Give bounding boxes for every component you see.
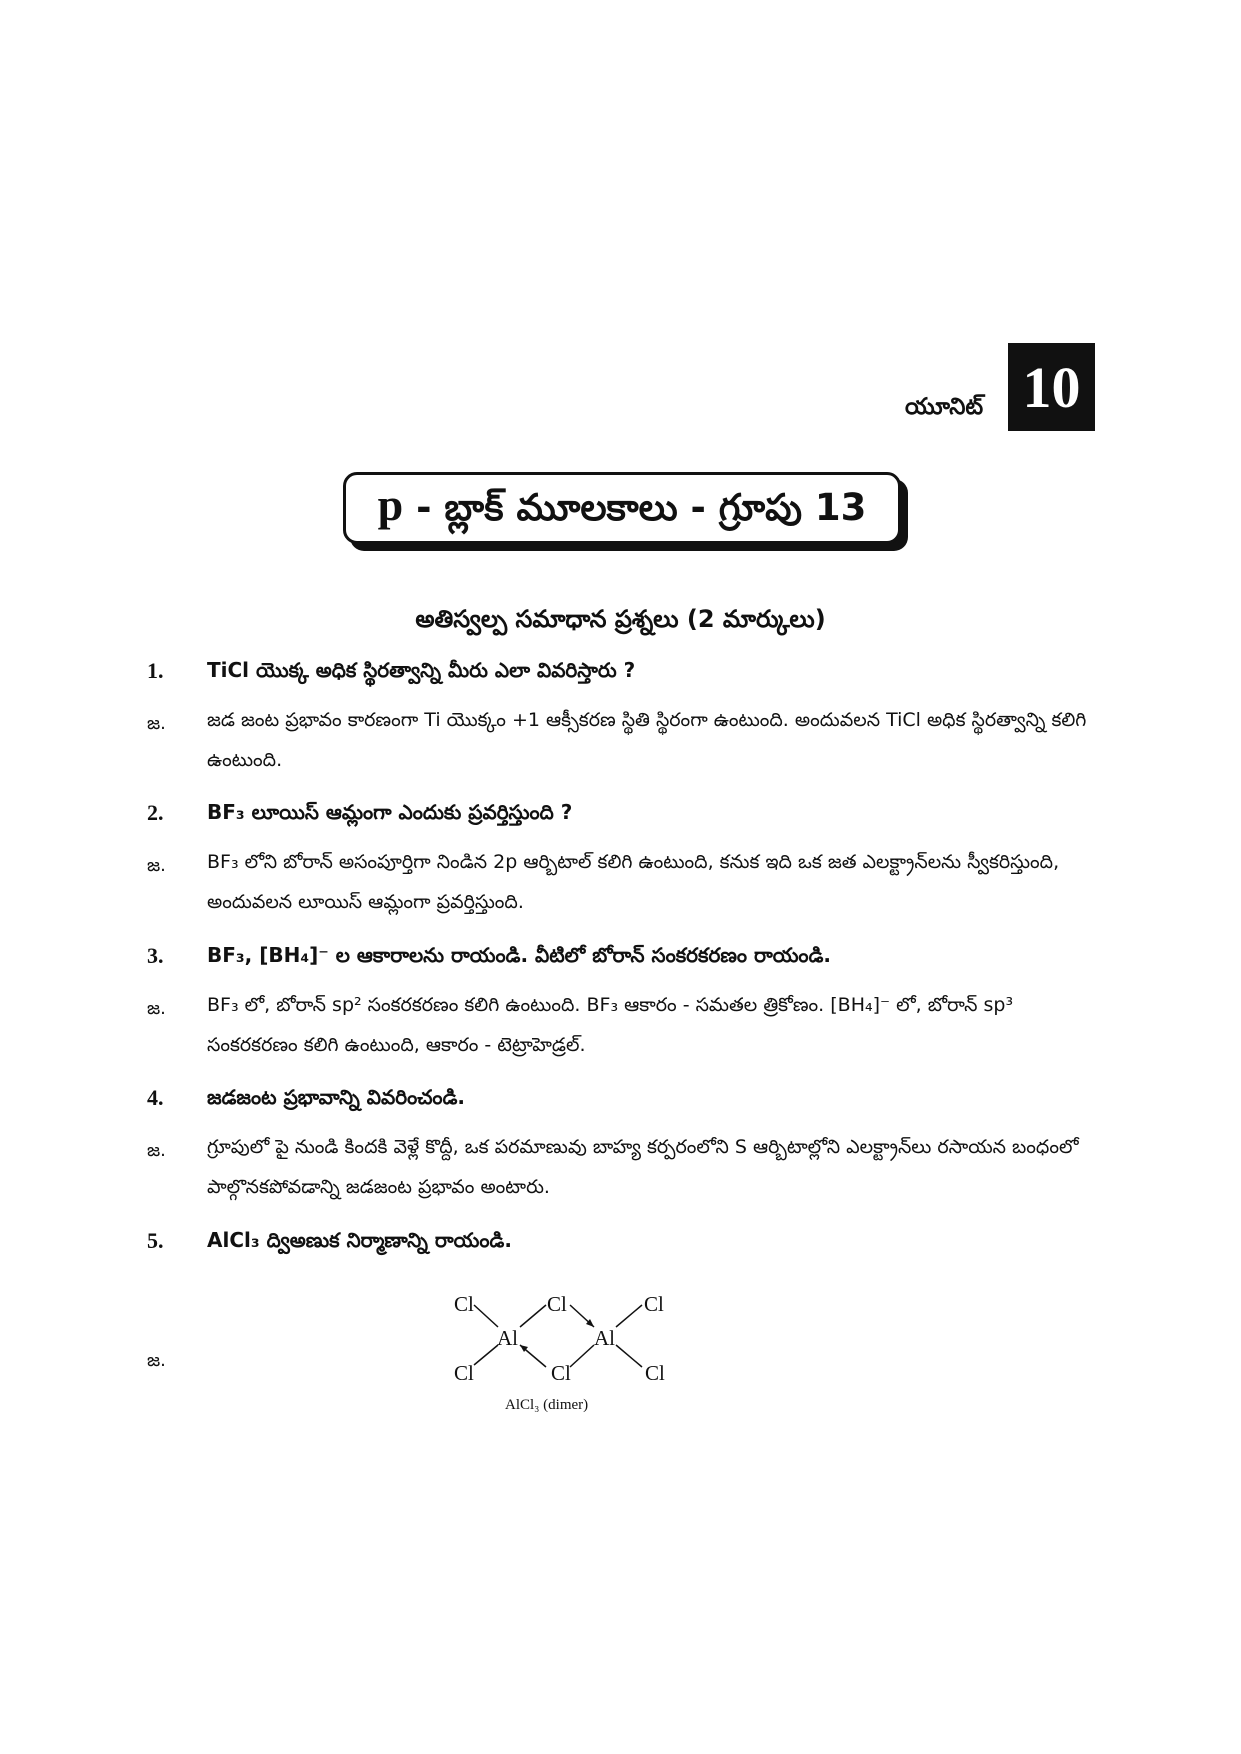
atom-al-right: Al [594, 1326, 615, 1350]
answer-text: జడ జంట ప్రభావం కారణంగా Ti యొక్కం +1 ఆక్సీకరణ స్థితి స్థిరంగా ఉంటుంది. అందువలన TiCl అధిక స్థిరత్వాన్ని కలిగి ఉంటుంది. [207, 709, 1087, 771]
section-heading: అతిస్వల్ప సమాధాన ప్రశ్నలు (2 మార్కులు) [415, 605, 826, 633]
chapter-title [378, 478, 867, 538]
answer-label: జ. [147, 855, 166, 876]
question-text: BF₃ లూయిస్ ఆమ్లంగా ఎందుకు ప్రవర్తిస్తుంది ? [207, 800, 573, 824]
atom-cl-bottom-right: Cl [645, 1361, 665, 1385]
answer-label: జ. [147, 1140, 166, 1161]
question-number: 3. [147, 943, 164, 968]
question-number: 4. [147, 1085, 164, 1110]
bond [474, 1345, 498, 1365]
answer-label: జ. [147, 998, 166, 1019]
unit-label: యూనిట్ [905, 394, 984, 420]
atom-cl-bottom-left: Cl [454, 1361, 474, 1385]
answer-text: గ్రూపులో పై నుండి కిందకి వెళ్లే కొద్దీ, ఒక పరమాణువు బాహ్య కర్పరంలోని S ఆర్బిటాల్లోని ఎలక్ట్రాన్‌లు రసాయన బంధంలో పాల్గొనకపోవడాన్ని జడజంట ప్రభావం అంటారు. [207, 1136, 1079, 1198]
diagram-caption: AlCl₃ (dimer) [505, 1397, 589, 1413]
bond [616, 1345, 642, 1367]
answer-label: జ. [147, 1350, 166, 1371]
bond [616, 1305, 642, 1327]
question-text: BF₃, [BH₄]⁻ ల ఆకారాలను రాయండి. వీటిలో బోరాన్ సంకరకరణం రాయండి. [207, 943, 831, 967]
question-text: AlCl₃ ద్విఅణుక నిర్మాణాన్ని రాయండి. [207, 1228, 512, 1252]
bond [474, 1305, 498, 1327]
question-number: 1. [147, 658, 164, 683]
answer-text: BF₃ లోని బోరాన్ అసంపూర్తిగా నిండిన 2p ఆర్బిటాల్ కలిగి ఉంటుంది, కనుక ఇది ఒక జత ఎలక్ట్రాన్‌లను స్వీకరిస్తుంది, అందువలన లూయిస్ ఆమ్లంగా ప్రవర్తిస్తుంది. [207, 851, 1060, 913]
atom-al-left: Al [497, 1326, 518, 1350]
chapter-title-p: p [377, 479, 404, 530]
chapter-title-box [343, 472, 901, 544]
atom-cl-top-right: Cl [644, 1292, 664, 1316]
atom-cl-top-left: Cl [454, 1292, 474, 1316]
answer-text: BF₃ లో, బోరాన్ sp² సంకరకరణం కలిగి ఉంటుంది. BF₃ ఆకారం - సమతల త్రికోణం. [BH₄]⁻ లో, బోరాన్ sp³ సంకరకరణం కలిగి ఉంటుంది, ఆకారం - టెట్రాహెడ్రల్. [207, 994, 1014, 1056]
question-number: 5. [147, 1228, 164, 1253]
unit-number-badge: 10 [1008, 343, 1095, 431]
question-text: జడజంట ప్రభావాన్ని వివరించండి. [207, 1085, 465, 1109]
bond-dative-arrow [570, 1345, 594, 1367]
bond [520, 1305, 546, 1327]
question-text: TiCl యొక్క అధిక స్థిరత్వాన్ని మీరు ఎలా వివరిస్తారు ? [207, 658, 636, 682]
atom-cl-bottom-bridge: Cl [551, 1361, 571, 1385]
answer-label: జ. [147, 713, 166, 734]
question-number: 2. [147, 800, 164, 825]
chapter-title-rest: - బ్లాక్ మూలకాలు - గ్రూపు 13 [403, 486, 867, 529]
atom-cl-top-bridge: Cl [547, 1292, 567, 1316]
